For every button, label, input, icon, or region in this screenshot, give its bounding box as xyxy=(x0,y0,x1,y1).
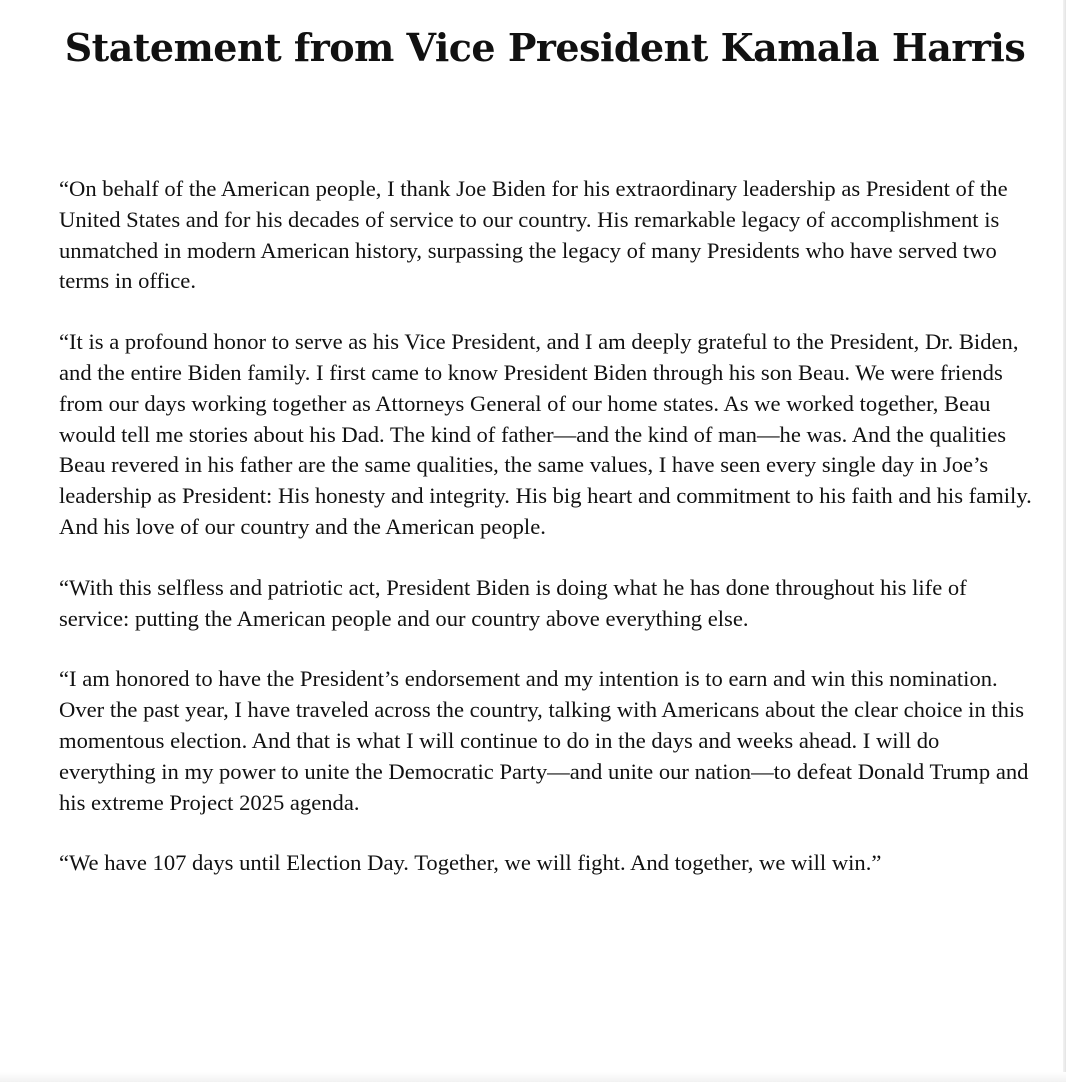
paragraph-4: “I am honored to have the President’s endorsement and my intention is to earn and win this nomination. Over the past year, I have traveled across the country, talking with Americans about the clear choice in this momentous election. And that is what I will continue to do in the days and weeks ahead. I will do everything in my power to unite the Democratic Party—and unite our nation—to defeat Donald Trump and his extreme Project 2025 agenda. xyxy=(59,666,1029,815)
paragraph-3: “With this selfless and patriotic act, President Biden is doing what he has done throughout his life of service: putting the American people and our country above everything else. xyxy=(59,574,967,631)
statement-body xyxy=(59,174,1034,909)
statement-title: Statement from Vice President Kamala Harris xyxy=(64,25,1026,70)
paragraph-1: “On behalf of the American people, I thank Joe Biden for his extraordinary leadership as President of the United States and for his decades of service to our country. His remarkable legacy of accomplishment is unmatched in modern American history, surpassing the legacy of many Presidents who have served two terms in office. xyxy=(59,176,1008,294)
page-bottom-edge xyxy=(0,1072,1066,1082)
paragraph-5: “We have 107 days until Election Day. Together, we will fight. And together, we will win.” xyxy=(59,850,882,876)
paragraph-2: “It is a profound honor to serve as his Vice President, and I am deeply grateful to the President, Dr. Biden, and the entire Biden family. I first came to know President Biden through his son Beau. We were friends from our days working together as Attorneys General of our home states. As we worked together, Beau would tell me stories about his Dad. The kind of father—and the kind of man—he was. And the qualities Beau revered in his father are the same qualities, the same values, I have seen every single day in Joe’s leadership as President: His honesty and integrity. His big heart and commitment to his faith and his family. And his love of our country and the American people. xyxy=(59,329,1032,539)
